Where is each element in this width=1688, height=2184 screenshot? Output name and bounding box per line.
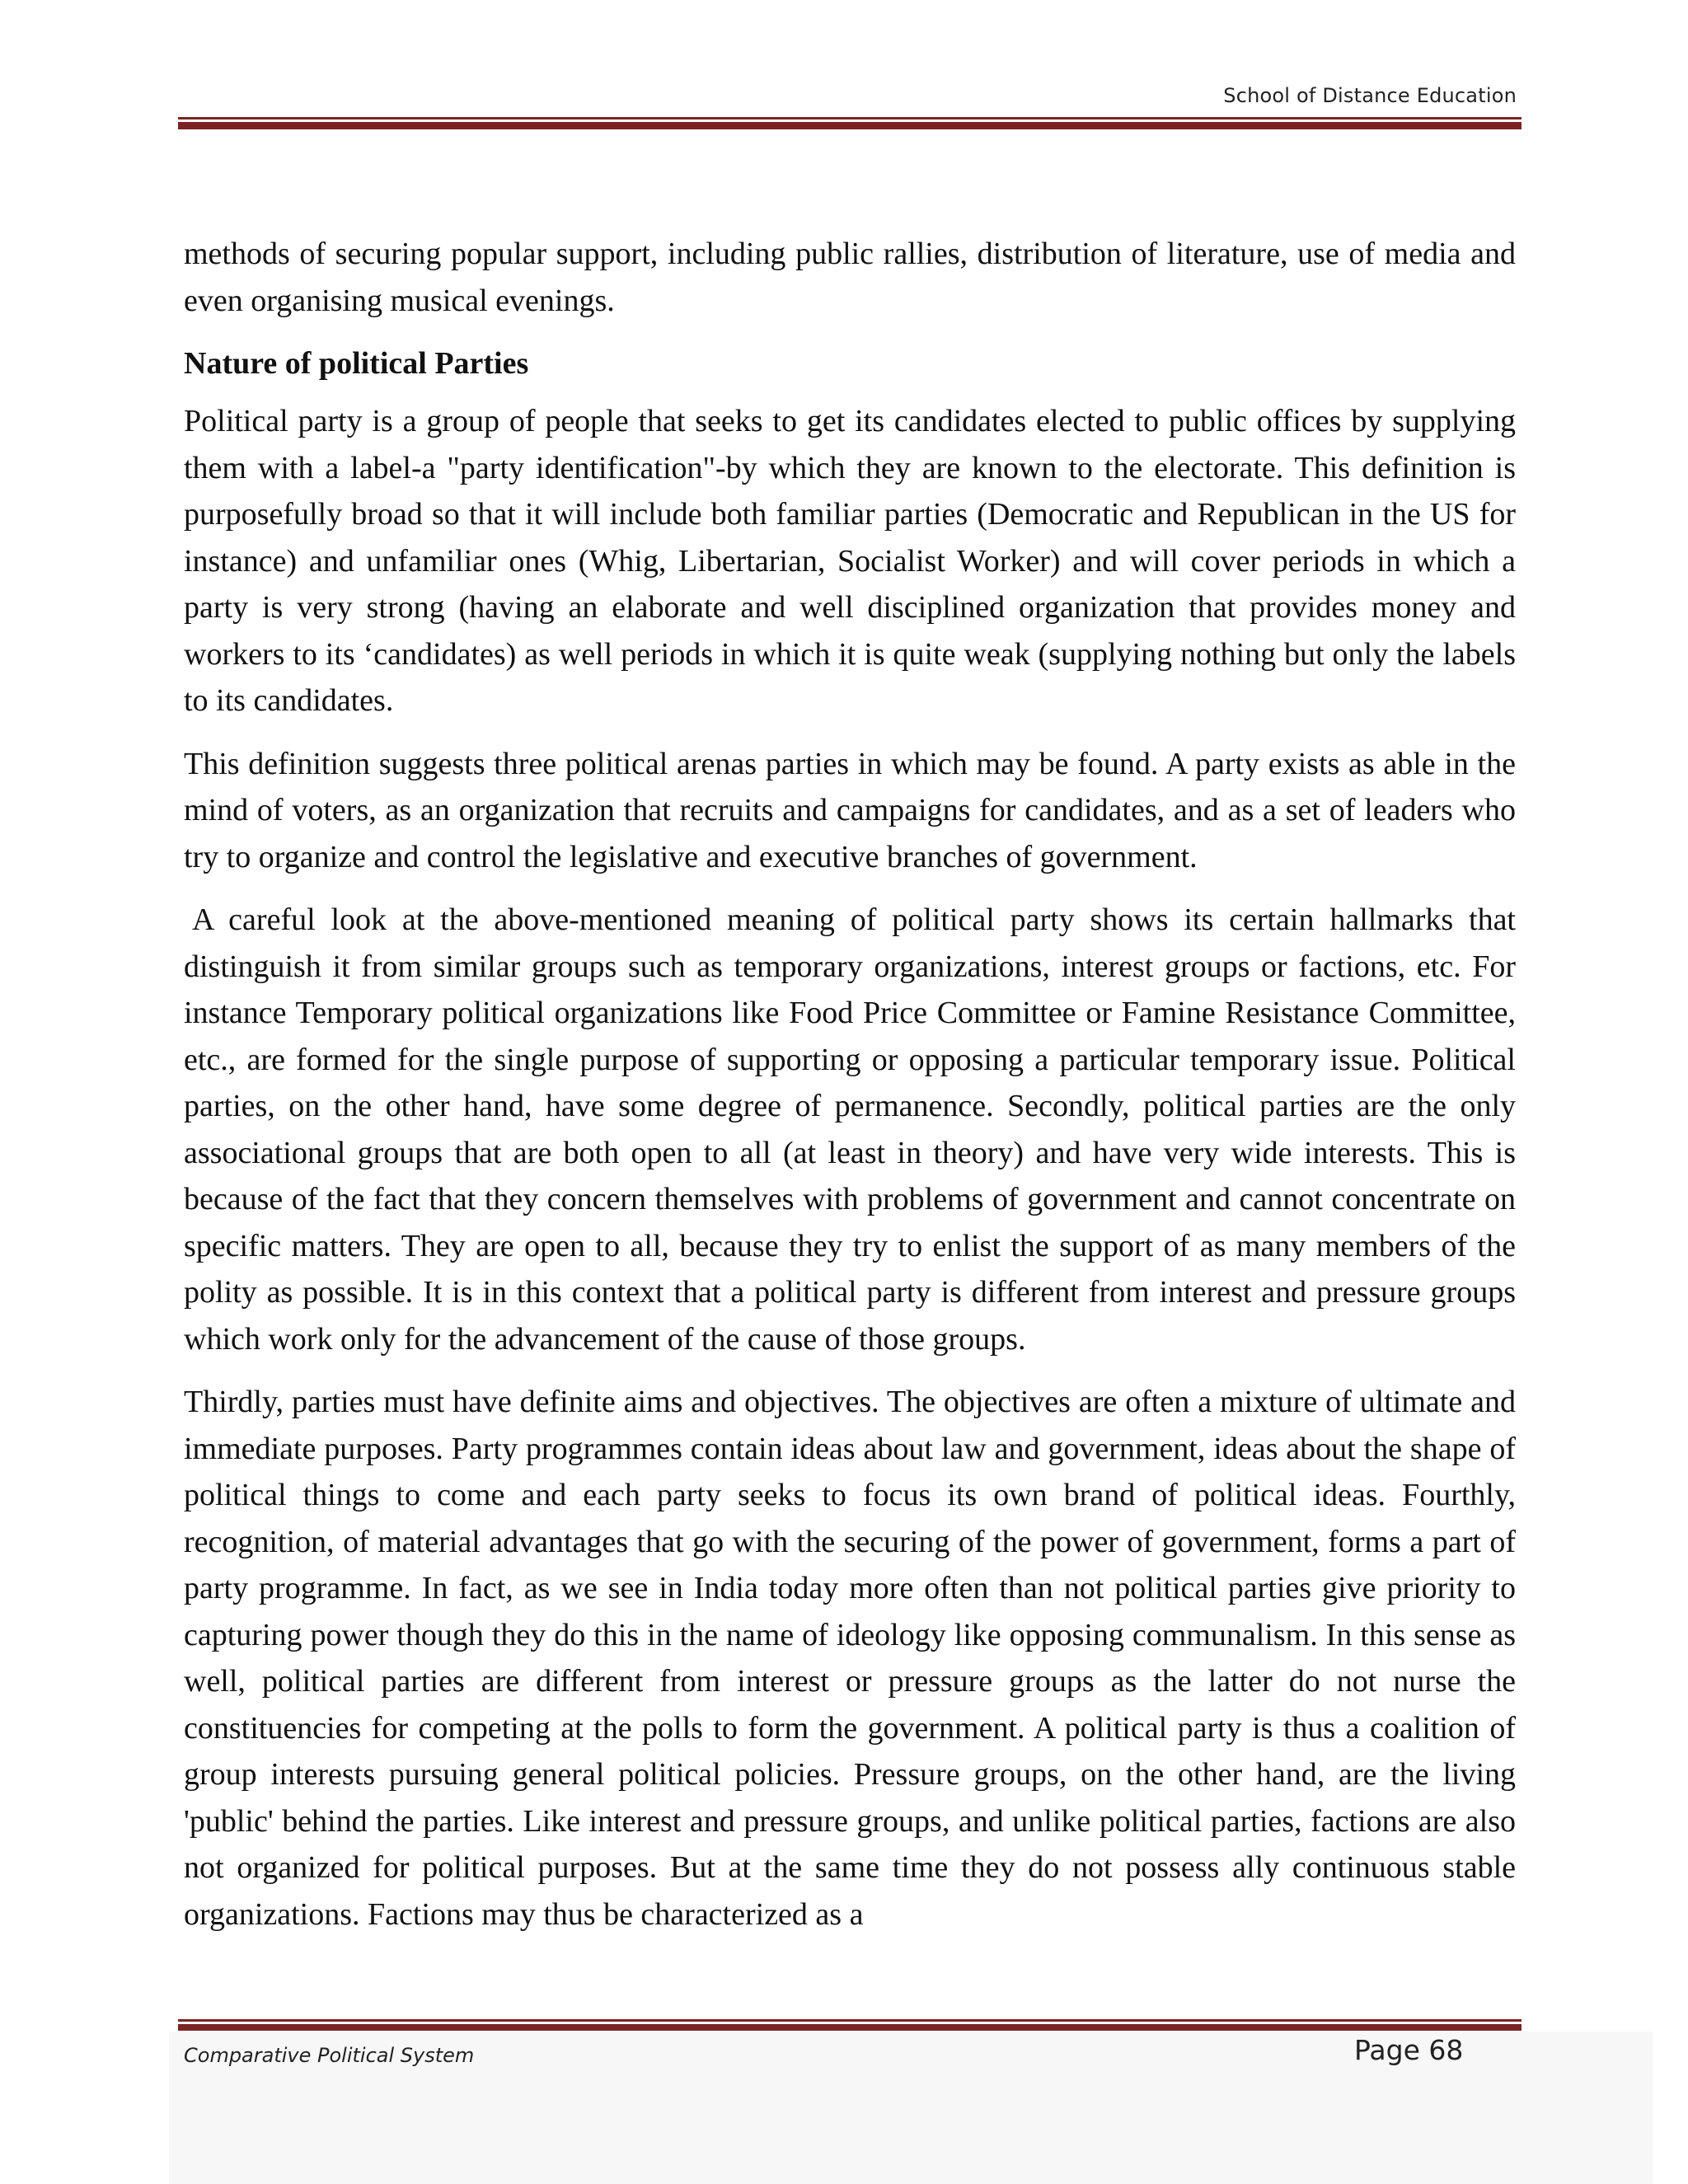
paragraph-intro: methods of securing popular support, including public rallies, distribution of literature, use of media and even organising musical evenings. xyxy=(184,237,1516,318)
paragraph-objectives: Thirdly, parties must have definite aims and objectives. The objectives are often a mixture of ultimate and immediate purposes. Party programmes contain ideas about law and government, ideas about the shape of political things to come and each party seeks to focus its own brand of political ideas. Fourthly, recognition, of material advantages that go with the securing of the power of government, forms a part of party programme. In fact, as we see in India today more often than not political parties give priority to capturing power though they do this in the name of ideology like opposing communalism. In this sense as well, political parties are different from interest or pressure groups as the latter do not nurse the constituencies for competing at the polls to form the government. A political party is thus a coalition of group interests pursuing general political policies. Pressure groups, on the other hand, are the living 'public' behind the parties. Like interest and pressure groups, and unlike political parties, factions are also not organized for political purposes. But at the same time they do not possess ally continuous stable organizations. Factions may thus be characterized as a xyxy=(184,1385,1516,1932)
page-number: Page 68 xyxy=(1354,2034,1464,2066)
paragraph-definition: Political party is a group of people that seeks to get its candidates elected to public offices by supplying them with a label-a "party identification"-by which they are known to the electorate. This definition is purposefully broad so that it will include both familiar parties (Democratic and Republican in the US for instance) and unfamiliar ones (Whig, Libertarian, Socialist Worker) and will cover periods in which a party is very strong (having an elaborate and well disciplined organization that provides money and workers to its ‘candidates) as well periods in which it is quite weak (supplying nothing but only the labels to its candidates. xyxy=(184,404,1516,718)
page-content xyxy=(184,231,1516,1954)
header-institution: School of Distance Education xyxy=(1223,84,1517,107)
header-rule xyxy=(178,117,1522,129)
footer-rule xyxy=(178,2019,1522,2031)
paragraph-arenas: This definition suggests three political arenas parties in which may be found. A party exists as able in the mind of voters, as an organization that recruits and campaigns for candidates, and as a set of leaders who try to organize and control the legislative and executive branches of government. xyxy=(184,746,1516,874)
paragraph-hallmarks: A careful look at the above-mentioned meaning of political party shows its certain hallmarks that distinguish it from similar groups such as temporary organizations, interest groups or factions, etc. For instance Temporary political organizations like Food Price Committee or Famine Resistance Committee, etc., are formed for the single purpose of supporting or opposing a particular temporary issue. Political parties, on the other hand, have some degree of permanence. Secondly, political parties are the only associational groups that are both open to all (at least in theory) and have very wide interests. This is because of the fact that they concern themselves with problems of government and cannot concentrate on specific matters. They are open to all, because they try to enlist the support of as many members of the polity as possible. It is in this context that a political party is different from interest and pressure groups which work only for the advancement of the cause of those groups. xyxy=(184,902,1516,1357)
footer-course-title: Comparative Political System xyxy=(184,2044,475,2067)
section-heading: Nature of political Parties xyxy=(184,346,529,381)
